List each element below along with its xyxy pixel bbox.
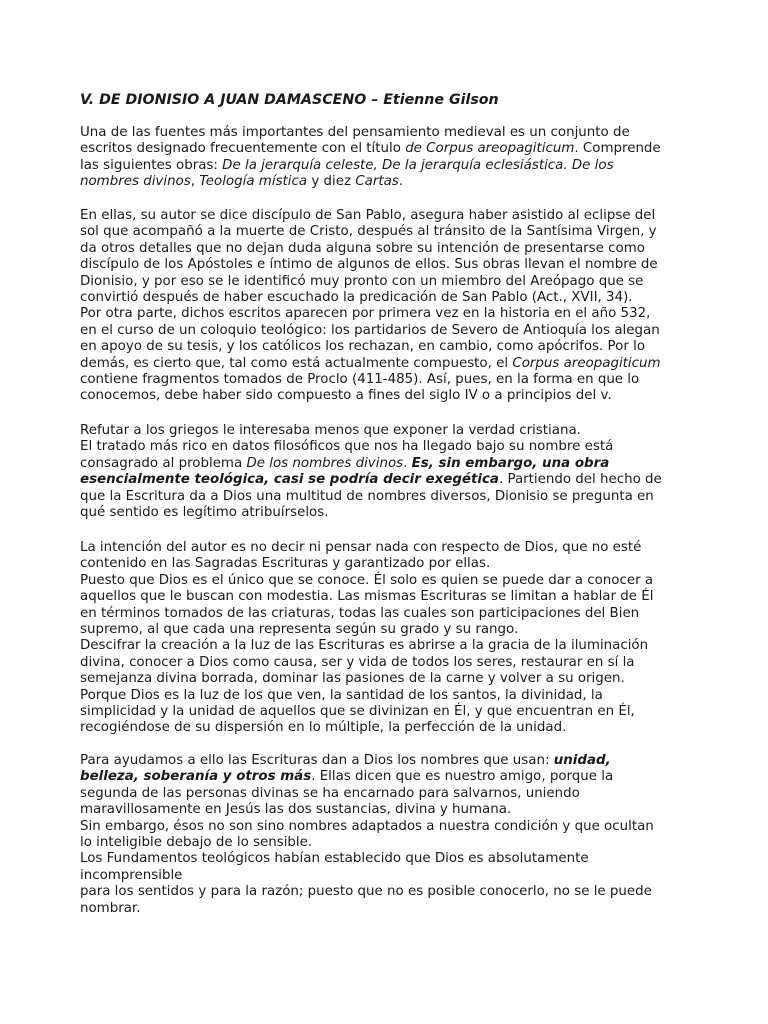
paragraph-1 [80,125,700,191]
p5-text-c: . Ellas dicen que es nuestro amigo, porque la segunda de las personas divinas se ha encarnado para salvarnos, uniendo maravillosamente en Jesús las dos sustancias, divina y humana. Sin embargo, ésos no son sino nombres adaptados a nuestra condición y que ocultan lo inteligible debajo de lo sensible. Los Fundamentos teológicos habían establecido que Dios es absolutamente incomprensible para los sentidos y para la razón; puesto que no es posible conocerlo, no se le puede nombrar. [80,769,654,916]
p1-italic-teologia: Teología mística [199,174,308,190]
p1-text-i: . [398,174,404,190]
p1-text-g: y diez [307,174,356,190]
p5-text-a: Para ayudamos a ello las Escrituras dan a Dios los nombres que usan: [80,753,554,768]
paragraph-4: La intención del autor es no decir ni pensar nada con respecto de Dios, que no esté contenido en las Sagradas Escrituras y garantizado por ellas. Puesto que Dios es el único que se conoce. Él solo es quien se puede dar a conocer a aquellos que le buscan con modestia. Las mismas Escrituras se limitan a hablar de Él en términos tomados de las criaturas, todas las cuales son participaciones del Bien supremo, al que cada una representa según su grado y su rango. Descifrar la creación a la luz de las Escrituras es abrirse a la gracia de la iluminación divina, conocer a Dios como causa, ser y vida de todos los seres, restaurar en sí la semejanza divina borrada, dominar las pasiones de la carne y volver a su origen. Porque Dios es la luz de los que ven, la santidad de los santos, la divinidad, la simplicidad y la unidad de aquellos que se divinizan en Él, y que encuentran en Él, recogiéndose de su dispersión en lo múltiple, la perfección de la unidad. [80,540,654,736]
paragraph-2 [80,208,700,405]
p1-italic-cartas: Cartas [355,174,399,190]
p1-italic-works: De la jerarquía celeste, De la jerarquía eclesiástica. De los nombres divinos [80,157,614,190]
p3-text-e: . Partiendo del hecho de que la Escritura da a Dios una multitud de nombres diversos, Dionisio se pregunta en qué sentido es legítimo atribuírselos. [80,472,662,521]
p3-italic-nombres: De los nombres divinos [246,455,404,471]
p2-text-a: En ellas, su autor se dice discípulo de San Pablo, asegura haber asistido al eclipse del sol que acompañó a la muerte de Cristo, después al tránsito de la Santísima Virgen, y da otros detalles que no dejan duda alguna sobre su intención de presentarse como discípulo de los Apóstoles e íntimo de algunos de ellos. Sus obras llevan el nombre de Dionisio, y por eso se le identificó muy pronto con un miembro del Areópago que se convirtió después de haber escuchado la predicación de San Pablo (Act., XVII, 34). Por otra parte, dichos escritos aparecen por primera vez en la historia en el año 532, en el curso de un coloquio teológico: los partidarios de Severo de Antioquía los alegan en apoyo de su tesis, y los católicos los rechazan, en cambio, como apócrifos. Por lo demás, es cierto que, tal como está actualmente compuesto, el [80,208,660,371]
p1-text-e: , [190,174,200,190]
p1-text-a: Una de las fuentes más importantes del pensamiento medieval es un conjunto de escritos designado frecuentemente con el título [80,125,630,157]
p3-text-a: Refutar a los griegos le interesaba menos que exponer la verdad cristiana. El tratado más rico en datos filosóficos que nos ha llegado bajo su nombre está consagrado al problema [80,423,614,471]
p2-text-c: contiene fragmentos tomados de Proclo (411-485). Así, pues, en la forma en que lo conocemos, debe haber sido compuesto a fines del siglo IV o a principios del v. [80,372,640,404]
p3-bold-italic-obra: Es, sin embargo, una obra esencialmente teológica, casi se podría decir exegética [80,455,610,488]
paragraph-5 [80,753,700,917]
document-title: V. DE DIONISIO A JUAN DAMASCENO – Etienne Gilson [80,92,499,108]
p3-text-c: . [403,455,412,471]
p5-bold-italic-nombres: unidad, belleza, soberanía y otros más [80,753,611,785]
p1-text-c: . Comprende las siguientes obras: [80,141,661,173]
p2-italic-corpus: Corpus areopagiticum [512,355,661,371]
paragraph-3 [80,423,700,521]
p1-italic-corpus: de Corpus areopagiticum [405,141,575,157]
